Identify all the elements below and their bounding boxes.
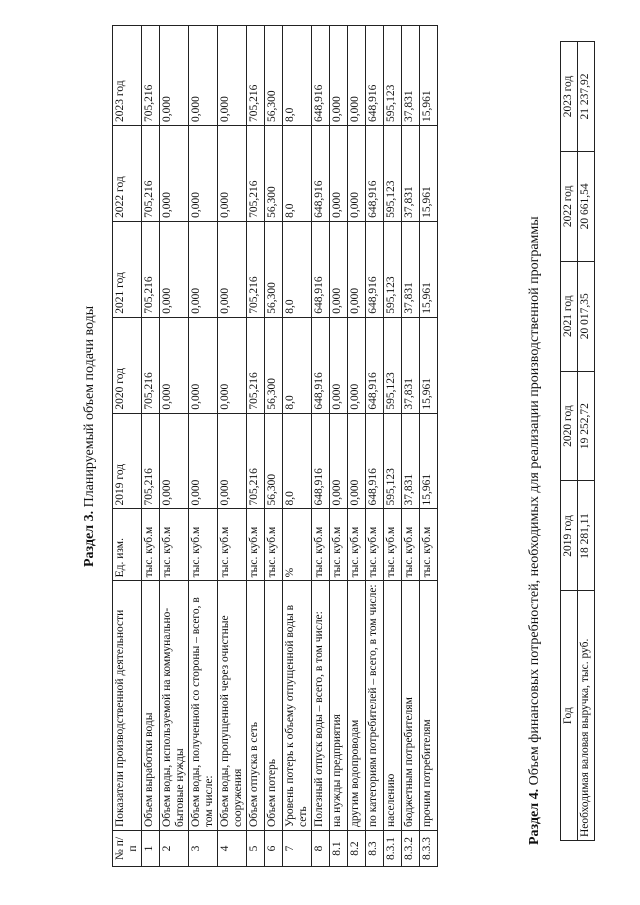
row-number: 4 — [218, 831, 247, 867]
value-2019: 705,216 — [142, 413, 160, 509]
value-2022: 595,123 — [384, 125, 402, 221]
value-2020: 8,0 — [283, 317, 312, 413]
value-2021: 705,216 — [142, 221, 160, 317]
value-2019: 595,123 — [384, 413, 402, 509]
header-cell: Ед. изм. — [113, 509, 142, 581]
table-row — [402, 26, 420, 867]
value-2020: 648,916 — [312, 317, 330, 413]
value-2021: 648,916 — [366, 221, 384, 317]
indicator-name: Объем отпуска в сеть — [247, 581, 265, 831]
section4-title-bold: Раздел 4. — [527, 788, 542, 845]
value-2022: 0,000 — [160, 125, 189, 221]
table-row — [330, 26, 348, 867]
value-2020: 15,961 — [420, 317, 438, 413]
water-supply-table — [112, 25, 438, 867]
indicator-name: Полезный отпуск воды – всего, в том числе: — [312, 581, 330, 831]
value-2020: 0,000 — [348, 317, 366, 413]
value-2021: 0,000 — [218, 221, 247, 317]
value-2019: 8,0 — [283, 413, 312, 509]
header-cell: 2019 год — [113, 413, 142, 509]
table-row — [142, 26, 160, 867]
value-2023: 0,000 — [189, 26, 218, 126]
rotated-page — [22, 5, 622, 885]
value-2023: 0,000 — [330, 26, 348, 126]
unit: тыс. куб.м — [402, 509, 420, 581]
table-header-row — [113, 26, 142, 867]
value-2020: 705,216 — [247, 317, 265, 413]
indicator-name: прочим потребителям — [420, 581, 438, 831]
unit: тыс. куб.м — [160, 509, 189, 581]
value-2020: 56,300 — [265, 317, 283, 413]
value-2021: 705,216 — [247, 221, 265, 317]
value-2022: 37,831 — [402, 125, 420, 221]
value-2021: 648,916 — [312, 221, 330, 317]
value-2023: 705,216 — [142, 26, 160, 126]
table-row — [189, 26, 218, 867]
indicator-name: Объем воды, используемой на коммунально-бытовые нужды — [160, 581, 189, 831]
unit: тыс. куб.м — [265, 509, 283, 581]
header-cell: 2022 год — [113, 125, 142, 221]
value-2020: 0,000 — [160, 317, 189, 413]
value-2023: 648,916 — [366, 26, 384, 126]
row-number: 1 — [142, 831, 160, 867]
value-2019: 648,916 — [366, 413, 384, 509]
value-2022: 20 661,54 — [578, 151, 595, 261]
financial-needs-table — [560, 41, 595, 841]
value-2021: 8,0 — [283, 221, 312, 317]
value-2023: 0,000 — [218, 26, 247, 126]
unit: % — [283, 509, 312, 581]
unit: тыс. куб.м — [218, 509, 247, 581]
row-number: 8.1 — [330, 831, 348, 867]
value-2019: 37,831 — [402, 413, 420, 509]
table-row — [384, 26, 402, 867]
value-2019: 0,000 — [218, 413, 247, 509]
value-2020: 0,000 — [218, 317, 247, 413]
header-cell: 2019 год — [561, 481, 578, 591]
value-2023: 648,916 — [312, 26, 330, 126]
section4-title-rest: Объем финансовых потребностей, необходимых для реализации производственной программы — [527, 216, 542, 789]
row-number: 2 — [160, 831, 189, 867]
indicator-name: другим водопроводам — [348, 581, 366, 831]
value-2021: 0,000 — [160, 221, 189, 317]
value-2022: 648,916 — [366, 125, 384, 221]
value-2019: 0,000 — [348, 413, 366, 509]
value-2019: 648,916 — [312, 413, 330, 509]
value-2023: 705,216 — [247, 26, 265, 126]
value-2022: 0,000 — [189, 125, 218, 221]
value-2022: 0,000 — [330, 125, 348, 221]
header-cell: 2021 год — [113, 221, 142, 317]
table-row — [265, 26, 283, 867]
value-2021: 20 017,35 — [578, 261, 595, 371]
value-2022: 705,216 — [142, 125, 160, 221]
value-2021: 15,961 — [420, 221, 438, 317]
row-number: 5 — [247, 831, 265, 867]
unit: тыс. куб.м — [348, 509, 366, 581]
value-2023: 8,0 — [283, 26, 312, 126]
value-2019: 705,216 — [247, 413, 265, 509]
value-2020: 37,831 — [402, 317, 420, 413]
unit: тыс. куб.м — [420, 509, 438, 581]
indicator-name: Объем потерь — [265, 581, 283, 831]
indicator-name: Необходимая валовая выручка, тыс. руб. — [578, 591, 595, 841]
value-2023: 37,831 — [402, 26, 420, 126]
table-row — [420, 26, 438, 867]
unit: тыс. куб.м — [330, 509, 348, 581]
row-number: 3 — [189, 831, 218, 867]
value-2022: 56,300 — [265, 125, 283, 221]
value-2022: 0,000 — [218, 125, 247, 221]
row-number: 8.2 — [348, 831, 366, 867]
indicator-name: Уровень потерь к объему отпущенной воды в сеть — [283, 581, 312, 831]
table-header-row — [561, 42, 578, 841]
table-row — [218, 26, 247, 867]
value-2022: 705,216 — [247, 125, 265, 221]
header-cell: Год — [561, 591, 578, 841]
header-cell: 2023 год — [561, 42, 578, 152]
indicator-name: бюджетным потребителям — [402, 581, 420, 831]
value-2023: 0,000 — [160, 26, 189, 126]
value-2019: 56,300 — [265, 413, 283, 509]
unit: тыс. куб.м — [384, 509, 402, 581]
section3-title-bold: Раздел 3. — [82, 510, 97, 567]
indicator-name: по категориям потребителей – всего, в том числе: — [366, 581, 384, 831]
value-2021: 56,300 — [265, 221, 283, 317]
value-2019: 0,000 — [330, 413, 348, 509]
unit: тыс. куб.м — [312, 509, 330, 581]
table-row — [312, 26, 330, 867]
value-2023: 21 237,92 — [578, 42, 595, 152]
row-number: 8 — [312, 831, 330, 867]
value-2020: 0,000 — [189, 317, 218, 413]
value-2020: 19 252,72 — [578, 371, 595, 481]
value-2022: 0,000 — [348, 125, 366, 221]
value-2022: 648,916 — [312, 125, 330, 221]
indicator-name: Объем воды, пропущенной через очистные сооружения — [218, 581, 247, 831]
header-cell: 2020 год — [113, 317, 142, 413]
table-row — [366, 26, 384, 867]
value-2023: 0,000 — [348, 26, 366, 126]
value-2020: 0,000 — [330, 317, 348, 413]
header-cell: Показатели производственной деятельности — [113, 581, 142, 831]
value-2023: 15,961 — [420, 26, 438, 126]
indicator-name: на нужды предприятия — [330, 581, 348, 831]
header-cell: 2022 год — [561, 151, 578, 261]
value-2020: 648,916 — [366, 317, 384, 413]
header-cell: № п/п — [113, 831, 142, 867]
row-number: 8.3 — [366, 831, 384, 867]
row-number: 7 — [283, 831, 312, 867]
value-2019: 18 281,11 — [578, 481, 595, 591]
value-2021: 0,000 — [330, 221, 348, 317]
value-2019: 0,000 — [160, 413, 189, 509]
header-cell: 2023 год — [113, 26, 142, 126]
value-2021: 0,000 — [348, 221, 366, 317]
value-2021: 0,000 — [189, 221, 218, 317]
value-2019: 15,961 — [420, 413, 438, 509]
section3-title — [82, 306, 98, 567]
row-number: 8.3.1 — [384, 831, 402, 867]
unit: тыс. куб.м — [189, 509, 218, 581]
value-2022: 15,961 — [420, 125, 438, 221]
row-number: 8.3.3 — [420, 831, 438, 867]
header-cell: 2020 год — [561, 371, 578, 481]
value-2022: 8,0 — [283, 125, 312, 221]
indicator-name: населению — [384, 581, 402, 831]
indicator-name: Объем воды, полученной со стороны – всего, в том числе: — [189, 581, 218, 831]
unit: тыс. куб.м — [142, 509, 160, 581]
table-row — [247, 26, 265, 867]
table-row — [283, 26, 312, 867]
section3-title-rest: Планируемый объем подачи воды — [82, 305, 97, 511]
unit: тыс. куб.м — [247, 509, 265, 581]
unit: тыс. куб.м — [366, 509, 384, 581]
row-number: 8.3.2 — [402, 831, 420, 867]
value-2021: 37,831 — [402, 221, 420, 317]
table-row — [160, 26, 189, 867]
value-2020: 705,216 — [142, 317, 160, 413]
value-2023: 56,300 — [265, 26, 283, 126]
header-cell: 2021 год — [561, 261, 578, 371]
value-2019: 0,000 — [189, 413, 218, 509]
value-2020: 595,123 — [384, 317, 402, 413]
row-number: 6 — [265, 831, 283, 867]
table-row — [348, 26, 366, 867]
value-2023: 595,123 — [384, 26, 402, 126]
table-row — [578, 42, 595, 841]
indicator-name: Объем выработки воды — [142, 581, 160, 831]
section4-title — [527, 216, 543, 845]
value-2021: 595,123 — [384, 221, 402, 317]
